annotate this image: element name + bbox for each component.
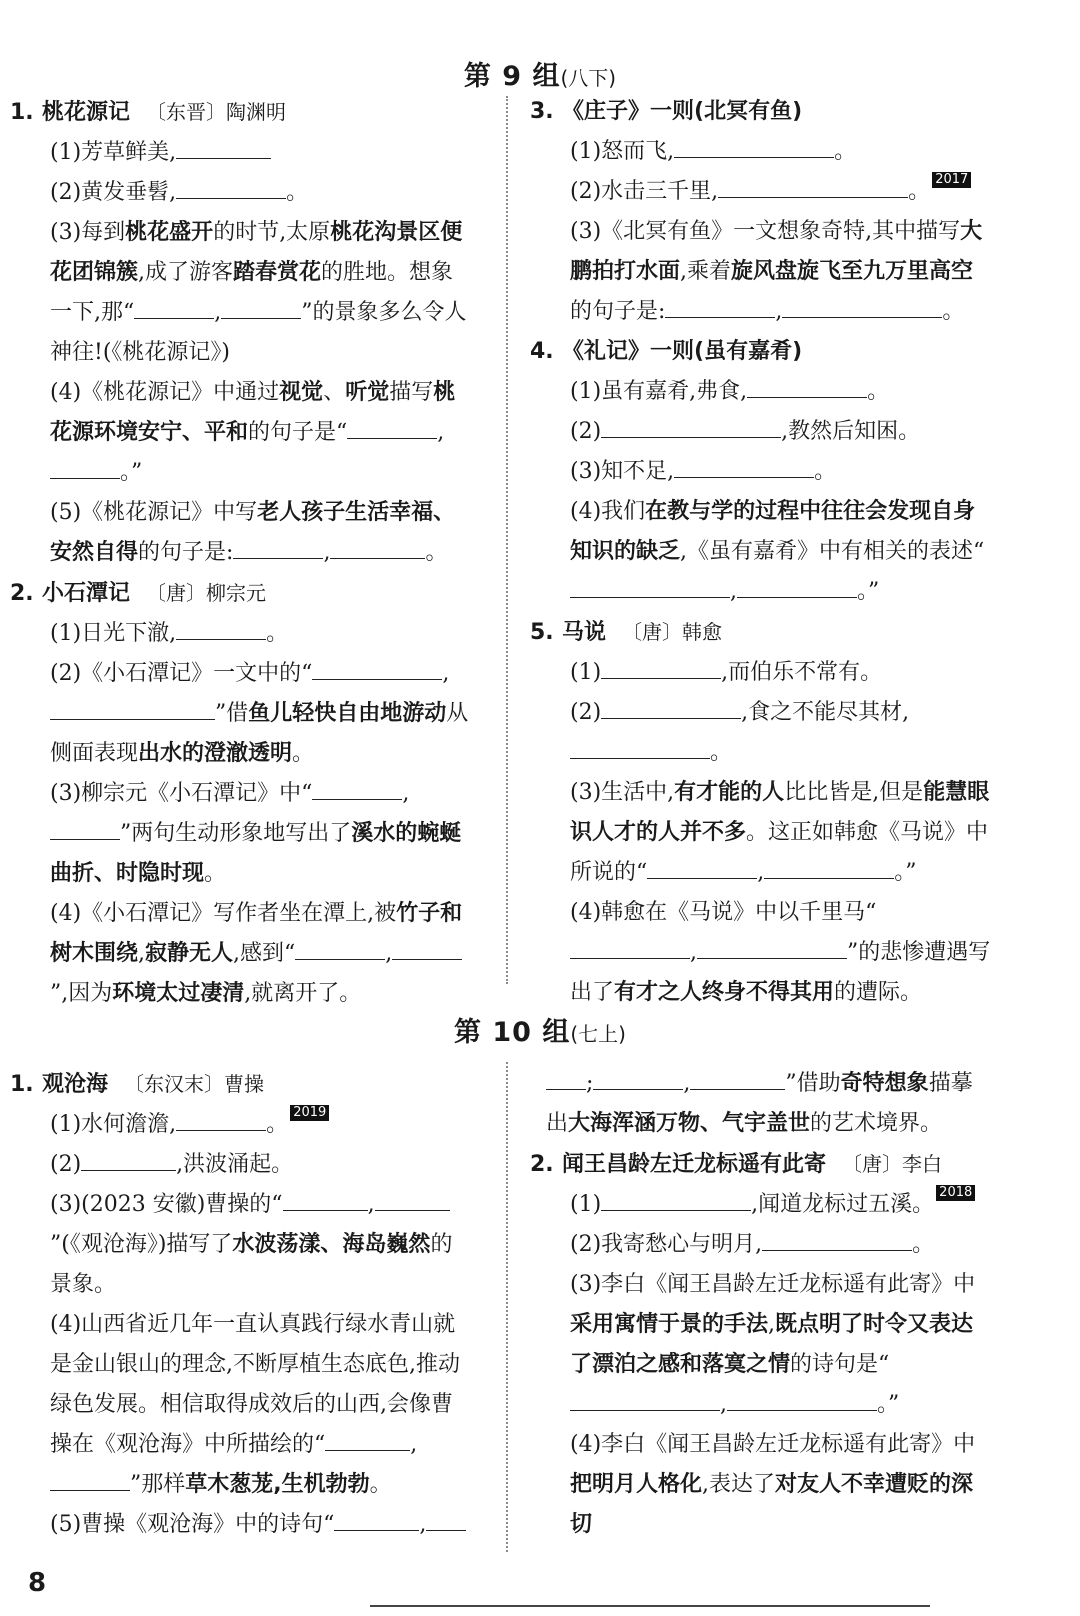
text-bold: 对友人不幸遭贬的深切 — [570, 1472, 974, 1537]
sub-question — [10, 1145, 472, 1185]
group-subtitle: (七上) — [570, 1022, 626, 1046]
text: 的艺术境界。 — [810, 1111, 943, 1136]
answer-blank[interactable] — [674, 135, 834, 158]
question-title — [530, 92, 992, 132]
text: (1)水何澹澹, — [50, 1112, 177, 1137]
text: (1) — [570, 660, 602, 685]
answer-blank[interactable] — [330, 536, 425, 559]
text: (2)黄发垂髫, — [50, 180, 177, 205]
answer-blank[interactable] — [690, 1067, 785, 1090]
answer-blank[interactable] — [50, 817, 120, 840]
text-bold: 有才之人终身不得其用 — [614, 980, 835, 1005]
text-bold: 溪水的蜿蜒曲折、时隐时现 — [50, 821, 462, 886]
text: (3)《北冥有鱼》一文想象奇特,其中描写 — [570, 219, 961, 244]
sub-question: (5)《桃花源记》中写老人孩子生活幸福、安然自得的句子是: , 。 — [50, 500, 456, 565]
answer-blank[interactable] — [570, 1388, 680, 1411]
text: ”(《观沧海》)描写了 — [50, 1232, 233, 1257]
group-9-title — [0, 54, 1080, 93]
sub-question: (1)虽有嘉肴,弗食, 。 — [530, 372, 992, 412]
text: 的诗句是“ — [790, 1352, 890, 1377]
text-bold: 视觉 — [279, 380, 324, 405]
answer-blank[interactable] — [680, 1388, 720, 1411]
column-divider — [506, 96, 508, 984]
sub-question: (3)知不足, 。 — [530, 452, 992, 492]
question-name: 桃花源记 — [42, 100, 131, 125]
question-number: 2. — [530, 1152, 554, 1177]
text: ”的景象多么令人神往!(《桃花源记》) — [50, 300, 467, 365]
text: 描摹出 — [546, 1071, 973, 1136]
text: 描写 — [389, 380, 434, 405]
column-divider — [506, 1062, 508, 1552]
question-author: 〔唐〕李白 — [842, 1152, 943, 1176]
text: ,食之不能尽其材, — [741, 700, 910, 725]
text-bold: 听觉 — [345, 380, 390, 405]
question-title — [530, 1144, 992, 1185]
text: (4)《小石潭记》写作者坐在潭上,被 — [50, 901, 397, 926]
text-bold: 鱼儿轻快自由地游动 — [248, 701, 447, 726]
text: 从侧面表现 — [50, 701, 469, 766]
answer-blank[interactable] — [601, 1188, 751, 1211]
answer-blank[interactable] — [233, 536, 323, 559]
sub-question: (5)曹操《观沧海》中的诗句“ , — [10, 1505, 472, 1545]
sub-question: (4)我们在教与学的过程中往往会发现自身知识的缺乏,《虽有嘉肴》中有相关的表述“, 。” — [570, 499, 985, 604]
question-name: 《庄子》一则 — [562, 99, 695, 124]
text: (5)《桃花源记》中写 — [50, 500, 258, 525]
text: 的句子是“ — [248, 420, 348, 445]
text: 。 — [369, 1472, 392, 1497]
group10-right-column — [530, 1064, 992, 1545]
question-name: 马说 — [562, 620, 607, 645]
text-bold: 环境太过凄清 — [112, 981, 245, 1006]
answer-blank[interactable] — [674, 455, 814, 478]
text: 的遭际。 — [834, 980, 923, 1005]
answer-blank[interactable] — [601, 696, 741, 719]
sub-question: (3)(2023 安徽)曹操的“ ,”(《观沧海》)描写了水波荡漾、海岛巍然的景象。 — [10, 1185, 472, 1305]
sub-question — [530, 653, 992, 693]
question-subtitle: (虽有嘉肴) — [694, 339, 803, 364]
sub-question — [530, 412, 992, 452]
text: 。 — [204, 861, 227, 886]
answer-blank[interactable] — [81, 1148, 176, 1171]
question-title — [10, 573, 472, 614]
answer-blank[interactable] — [601, 415, 781, 438]
text: (1)日光下澈, — [50, 621, 177, 646]
text: ,乘着 — [680, 259, 732, 284]
sub-question: (4)《桃花源记》中通过视觉、听觉描写桃花源环境安宁、平和的句子是“ ,。” — [50, 380, 456, 485]
answer-blank[interactable] — [283, 1188, 368, 1211]
text: (3)生活中, — [570, 780, 675, 805]
answer-blank[interactable] — [601, 656, 721, 679]
text-bold: 在教与学的过程中往往会发现自身知识的缺乏 — [570, 499, 976, 564]
text: (1)芳草鲜美, — [50, 140, 177, 165]
text: (2)水击三千里, — [570, 179, 719, 204]
group9-right-column — [530, 92, 992, 1013]
text: ”那样 — [130, 1472, 186, 1497]
sub-question: (2)我寄愁心与明月, 。 — [530, 1225, 992, 1265]
text: (3)知不足, — [570, 459, 675, 484]
sub-question — [10, 133, 472, 173]
answer-blank[interactable] — [334, 1508, 419, 1531]
sub-question: (3)《北冥有鱼》一文想象奇特,其中描写大鹏拍打水面,乘着旋风盘旋飞至九万里高空的句子是: , 。 — [570, 219, 983, 324]
answer-blank[interactable] — [325, 1428, 410, 1451]
text-bold: 能慧眼识人才的人并不多 — [570, 780, 990, 845]
text: (4)我们 — [570, 499, 646, 524]
answer-blank[interactable] — [665, 295, 775, 318]
text-bold: 草木葱茏,生机勃勃 — [185, 1472, 370, 1497]
answer-blank[interactable] — [570, 736, 710, 759]
answer-blank[interactable] — [593, 1067, 683, 1090]
answer-blank[interactable] — [764, 856, 894, 879]
text: (2) — [570, 419, 602, 444]
group-10-title — [0, 1010, 1080, 1049]
text: (1)虽有嘉肴,弗食, — [570, 379, 748, 404]
sub-question: (2) ,食之不能尽其材,。 — [530, 693, 992, 773]
text: 的句子是: — [138, 540, 234, 565]
text: ,洪波涌起。 — [176, 1152, 294, 1177]
text: (2) — [50, 1152, 82, 1177]
question-title — [10, 1064, 472, 1105]
text: ”的悲惨遭遇写出了 — [570, 940, 991, 1005]
question-author: 〔东汉末〕曹操 — [124, 1072, 265, 1096]
text: (2)《小石潭记》一文中的“ — [50, 661, 313, 686]
text: ”两句生动形象地写出了 — [120, 821, 352, 846]
text-bold: 水波荡漾、海岛巍然 — [232, 1232, 431, 1257]
text: ,就离开了。 — [244, 981, 362, 1006]
answer-blank[interactable] — [50, 1468, 130, 1491]
question-number: 4. — [530, 339, 554, 364]
text: (1) — [570, 1192, 602, 1217]
text: ,《虽有嘉肴》中有相关的表述“ — [680, 539, 985, 564]
answer-blank[interactable] — [737, 575, 857, 598]
text: 、 — [323, 380, 346, 405]
text: ,表达了 — [702, 1472, 776, 1497]
text: 的胜地。想象一下,那“ — [50, 260, 454, 325]
sub-question: (4)韩愈在《马说》中以千里马“, ”的悲惨遭遇写出了有才之人终身不得其用的遭际。 — [570, 900, 991, 1005]
text: (1)怒而飞, — [570, 139, 675, 164]
text: ”借 — [215, 701, 249, 726]
text-bold: 老人孩子生活幸福、安然自得 — [50, 500, 456, 565]
text-bold: 奇特想象 — [840, 1071, 929, 1096]
answer-blank[interactable] — [50, 456, 120, 479]
footer-rule — [370, 1605, 930, 1607]
answer-blank[interactable] — [570, 575, 730, 598]
sub-question: (3)李白《闻王昌龄左迁龙标遥有此寄》中采用寓情于景的手法,既点明了时令又表达了漂泊之感和落寞之情的诗句是“, 。” — [570, 1272, 976, 1417]
text: (3)柳宗元《小石潭记》中“ — [50, 781, 313, 806]
text-bold: 桃花源环境安宁、平和 — [50, 380, 456, 445]
answer-blank[interactable] — [747, 375, 867, 398]
text-bold: 有才能的人 — [674, 780, 785, 805]
question-number: 2. — [10, 581, 34, 606]
text: 。 — [292, 741, 315, 766]
text-bold: 采用寓情于景的手法 — [570, 1312, 769, 1337]
text: 的时节,太原 — [213, 220, 331, 245]
year-tag: 2017 — [932, 172, 971, 188]
question-number: 1. — [10, 100, 34, 125]
text: (2) — [570, 700, 602, 725]
group-subtitle: (八下) — [560, 66, 617, 90]
text-bold: 桃花沟景区便花团锦簇 — [50, 220, 463, 285]
text: (3)(2023 安徽)曹操的“ — [50, 1192, 283, 1217]
sub-question — [530, 1185, 992, 1225]
text-bold: 寂静无人 — [145, 941, 234, 966]
text: (2)我寄愁心与明月, — [570, 1232, 763, 1257]
sub-question: (1)水何澹澹, 。 2019 — [10, 1105, 472, 1145]
question-name: 小石潭记 — [42, 581, 131, 606]
text: ,闻道龙标过五溪。 — [751, 1192, 935, 1217]
answer-blank[interactable] — [782, 295, 942, 318]
text: (4)李白《闻王昌龄左迁龙标遥有此寄》中 — [570, 1432, 976, 1457]
question-name: 《礼记》一则 — [562, 339, 695, 364]
question-author: 〔东晋〕陶渊明 — [146, 100, 287, 124]
text-bold: 既点明了时令又表达了漂泊之感和落寞之情 — [570, 1312, 974, 1377]
text-bold: 竹子和树木围绕 — [50, 901, 463, 966]
answer-blank[interactable] — [426, 1508, 466, 1531]
sub-question: (1)怒而飞, 。 — [530, 132, 992, 172]
text: ”借助 — [785, 1071, 841, 1096]
answer-blank[interactable] — [312, 657, 442, 680]
text: 的句子是: — [570, 299, 666, 324]
question-title — [10, 92, 472, 133]
question-title — [530, 332, 992, 372]
text: (4)韩愈在《马说》中以千里马“ — [570, 900, 877, 925]
text-bold: 大鹏拍打水面 — [570, 219, 983, 284]
text: , — [138, 941, 146, 966]
answer-blank[interactable] — [647, 856, 757, 879]
group-title-text: 第 10 组 — [454, 1017, 571, 1048]
text-bold: 桃花盛开 — [125, 220, 214, 245]
question-number: 3. — [530, 99, 554, 124]
answer-blank[interactable] — [295, 937, 385, 960]
text-bold: 把明月人格化 — [570, 1472, 703, 1497]
text-bold: 踏春赏花 — [233, 260, 322, 285]
answer-blank[interactable] — [221, 296, 301, 319]
text-bold: 大海浑涵万物、气宇盖世 — [568, 1111, 811, 1136]
answer-blank[interactable] — [392, 937, 462, 960]
text: ,教然后知困。 — [781, 419, 921, 444]
answer-blank[interactable] — [570, 936, 690, 959]
answer-blank[interactable] — [50, 697, 215, 720]
group9-left-column — [10, 92, 472, 1014]
text: (4)山西省近几年一直认真践行绿水青山就是金山银山的理念,不断厚植生态底色,推动绿色发展。相信取得成效后的山西,会像曹操在《观沧海》中所描绘的“ — [50, 1312, 460, 1457]
group10-left-column — [10, 1064, 472, 1545]
answer-blank[interactable] — [176, 136, 271, 159]
question-number: 5. — [530, 620, 554, 645]
text: (3)每到 — [50, 220, 126, 245]
sub-question: (3)每到桃花盛开的时节,太原桃花沟景区便花团锦簇,成了游客踏春赏花的胜地。想象一下,那“ , ”的景象多么令人神往!(《桃花源记》) — [50, 220, 467, 365]
year-tag: 2018 — [936, 1185, 975, 1201]
answer-blank[interactable] — [176, 617, 266, 640]
answer-blank[interactable] — [546, 1067, 586, 1090]
text: ,感到“ — [233, 941, 296, 966]
answer-blank[interactable] — [176, 176, 286, 199]
text: (4)《桃花源记》中通过 — [50, 380, 280, 405]
answer-blank[interactable] — [134, 296, 214, 319]
sub-question: (3)柳宗元《小石潭记》中“ ,”两句生动形象地写出了溪水的蜿蜒曲折、时隐时现。 — [10, 774, 472, 894]
answer-blank[interactable] — [727, 1388, 877, 1411]
text: 。这正如韩愈《马说》中所说的“ — [570, 820, 989, 885]
sub-question — [530, 1425, 992, 1545]
question-subtitle: (北冥有鱼) — [694, 99, 803, 124]
answer-blank[interactable] — [312, 777, 402, 800]
sub-question: (3)生活中,有才能的人比比皆是,但是能慧眼识人才的人并不多。这正如韩愈《马说》中所说的“ , 。” — [570, 780, 990, 885]
sub-question: (4)《小石潭记》写作者坐在潭上,被竹子和树木围绕,寂静无人,感到“ ,”,因为环境太过凄清,就离开了。 — [50, 901, 463, 1006]
answer-blank[interactable] — [375, 1188, 450, 1211]
text: (3)李白《闻王昌龄左迁龙标遥有此寄》中 — [570, 1272, 976, 1297]
answer-blank[interactable] — [176, 1108, 266, 1131]
question-author: 〔唐〕柳宗元 — [146, 581, 267, 605]
question-author: 〔唐〕韩愈 — [622, 620, 723, 644]
sub-question: (1)日光下澈, 。 — [10, 614, 472, 654]
text: 比比皆是,但是 — [784, 780, 924, 805]
question-name: 观沧海 — [42, 1072, 109, 1097]
text: ”,因为 — [50, 981, 113, 1006]
answer-blank[interactable] — [762, 1228, 912, 1251]
sub-question: (2)《小石潭记》一文中的“ ,”借鱼儿轻快自由地游动从侧面表现出水的澄澈透明。 — [10, 654, 472, 774]
text-bold: 出水的澄澈透明 — [138, 741, 293, 766]
sub-question: (2)黄发垂髫, 。 — [10, 173, 472, 213]
group-title-text: 第 9 组 — [463, 61, 561, 92]
sub-question: (4)山西省近几年一直认真践行绿水青山就是金山银山的理念,不断厚植生态底色,推动绿色发展。相信取得成效后的山西,会像曹操在《观沧海》中所描绘的“ ,”那样草木葱茏,生机勃勃。 — [50, 1312, 460, 1497]
answer-blank[interactable] — [697, 936, 847, 959]
answer-blank[interactable] — [718, 175, 908, 198]
text: ,成了游客 — [138, 260, 234, 285]
question-number: 1. — [10, 1072, 34, 1097]
question-title — [530, 612, 992, 653]
question-name: 闻王昌龄左迁龙标遥有此寄 — [562, 1152, 827, 1177]
text-bold: 旋风盘旋飞至九万里高空 — [731, 259, 974, 284]
text: , — [768, 1312, 776, 1337]
continued-text: ; , ”借助奇特想象描摹出大海浑涵万物、气宇盖世的艺术境界。 — [530, 1064, 992, 1144]
text: (5)曹操《观沧海》中的诗句“ — [50, 1512, 335, 1537]
sub-question: (2)水击三千里, 。 2017 — [530, 172, 992, 212]
text: ,而伯乐不常有。 — [721, 660, 883, 685]
answer-blank[interactable] — [347, 416, 437, 439]
year-tag: 2019 — [290, 1105, 329, 1121]
text: 的景象。 — [50, 1232, 453, 1297]
page-number: 8 — [28, 1568, 47, 1598]
